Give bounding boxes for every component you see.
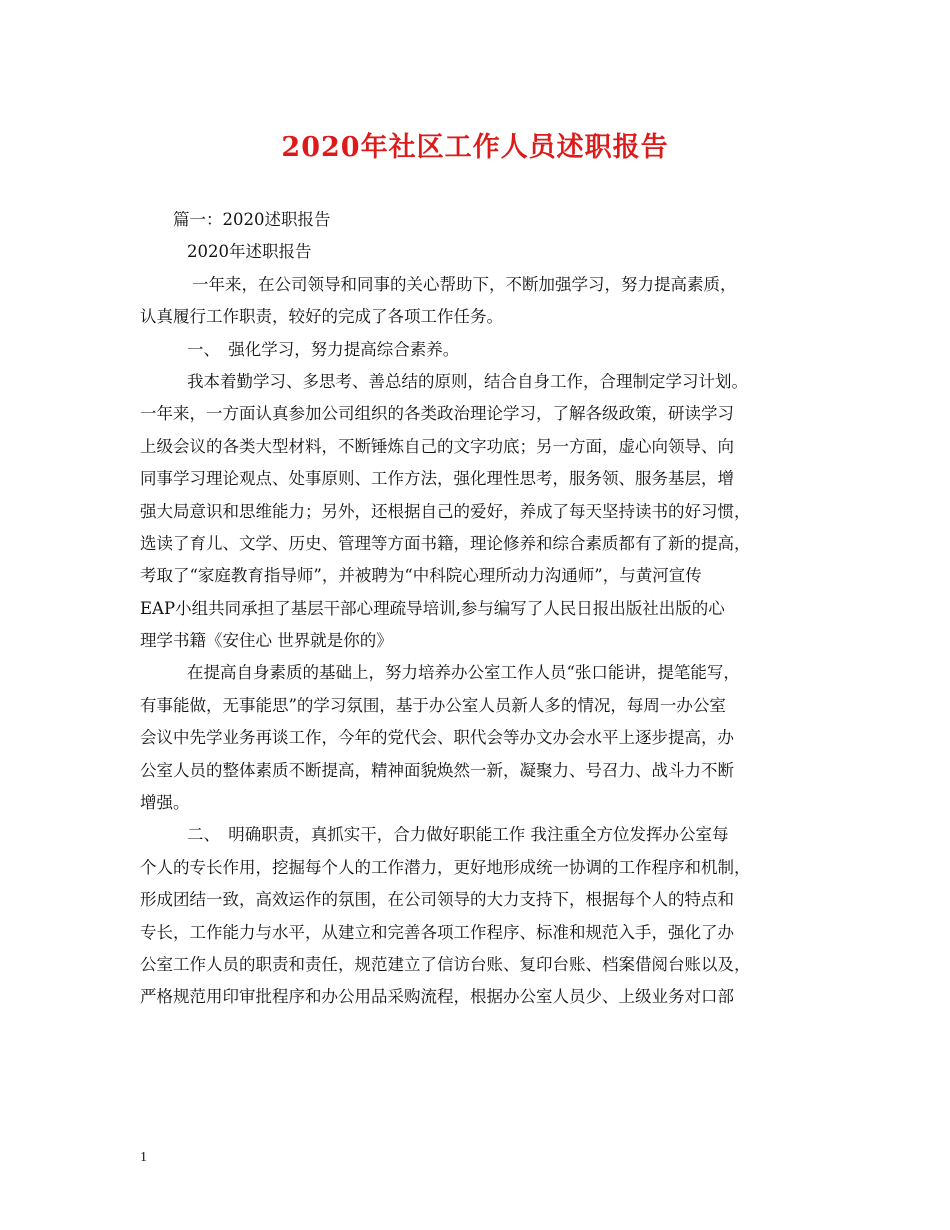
text-line: 增强。 [140,793,190,813]
text-line: 一年来，在公司领导和同事的关心帮助下，不断加强学习，努力提高素质， [192,274,737,294]
text-line: 篇一：2020述职报告 [173,210,331,229]
text-line: 强大局意识和思维能力；另外，还根据自己的爱好，养成了每天坚持读书的好习惯， [140,501,751,521]
document-body [140,204,830,1014]
text-line: 公室工作人员的职责和责任，规范建立了信访台账、复印台账、档案借阅台账以及， [140,954,751,974]
page-number: 1 [140,1150,147,1165]
text-line: 认真履行工作职责，较好的完成了各项工作任务。 [140,307,503,327]
text-line: 会议中先学业务再谈工作，今年的党代会、职代会等办文办会水平上逐步提高，办 [140,728,734,748]
text-line: 一、 强化学习，努力提高综合素养。 [187,339,460,359]
text-line: EAP小组共同承担了基层干部心理疏导培训,参与编写了人民日报出版社出版的心 [140,598,725,618]
text-line: 上级会议的各类大型材料，不断锤炼自己的文字功底；另一方面，虚心向领导、向 [140,436,734,456]
text-line: 在提高自身素质的基础上，努力培养办公室工作人员“张口能讲，提笔能写， [187,663,740,683]
text-line: 同事学习理论观点、处事原则、工作方法，强化理性思考，服务领、服务基层，增 [140,469,734,489]
text-line: 考取了“家庭教育指导师”，并被聘为“中科院心理所动力沟通师”，与黄河宣传 [140,566,702,586]
document-title: 2020年社区工作人员述职报告 [281,132,669,163]
text-line: 形成团结一致，高效运作的氛围，在公司领导的大力支持下，根据每个人的特点和 [140,890,734,910]
text-line: 我本着勤学习、多思考、善总结的原则，结合自身工作，合理制定学习计划。 [187,371,748,391]
text-line: 专长，工作能力与水平，从建立和完善各项工作程序、标准和规范入手，强化了办 [140,922,734,942]
text-line: 严格规范用印审批程序和办公用品采购流程，根据办公室人员少、上级业务对口部 [140,987,734,1007]
text-line: 一年来，一方面认真参加公司组织的各类政治理论学习，了解各级政策，研读学习 [140,404,734,424]
text-line: 2020年述职报告 [187,242,312,262]
text-line: 公室人员的整体素质不断提高，精神面貌焕然一新，凝聚力、号召力、战斗力不断 [140,760,734,780]
text-line: 选读了育儿、文学、历史、管理等方面书籍，理论修养和综合素质都有了新的提高， [140,533,751,553]
text-line: 个人的专长作用，挖掘每个人的工作潜力，更好地形成统一协调的工作程序和机制， [140,857,751,877]
text-line: 有事能做，无事能思”的学习氛围，基于办公室人员新人多的情况，每周一办公室 [140,695,726,715]
text-line: 理学书籍《安住心 世界就是你的》 [140,631,393,651]
text-line: 二、 明确职责，真抓实干，合力做好职能工作 我注重全方位发挥办公室每 [187,825,729,845]
